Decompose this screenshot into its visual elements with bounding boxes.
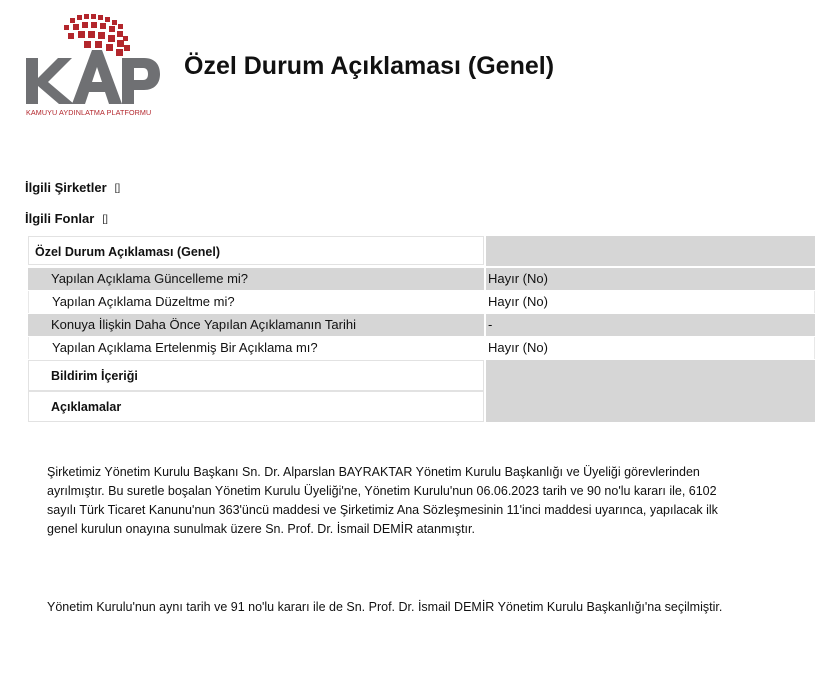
paragraph-line: sayılı Türk Ticaret Kanunu'nun 363'üncü maddesi ve Şirketimiz Ana Sözleşmesinin 11'inci maddesi uyarınca, yapılacak ilk bbox=[47, 503, 718, 517]
section-content bbox=[28, 360, 484, 391]
disclosure-table bbox=[28, 236, 815, 422]
announcement-paragraph-1 bbox=[47, 463, 785, 539]
table-row bbox=[28, 337, 815, 359]
section-fill bbox=[486, 360, 815, 422]
row-label: Yapılan Açıklama Güncelleme mi? bbox=[28, 268, 484, 290]
related-funds bbox=[25, 211, 108, 226]
row-label: Konuya İlişkin Daha Önce Yapılan Açıklamanın Tarihi bbox=[28, 314, 484, 336]
row-value: Hayır (No) bbox=[486, 291, 815, 313]
section-explanations bbox=[28, 391, 484, 422]
related-companies-label: İlgili Şirketler bbox=[25, 180, 107, 195]
page-title: Özel Durum Açıklaması (Genel) bbox=[184, 52, 555, 80]
table-header bbox=[28, 236, 484, 265]
paragraph-line: Şirketimiz Yönetim Kurulu Başkanı Sn. Dr. Alparslan BAYRAKTAR Yönetim Kurulu Başkanlığı ve Üyeliği görevlerinden bbox=[47, 465, 700, 479]
table-row bbox=[28, 314, 815, 336]
logo-subtitle: KAMUYU AYDINLATMA PLATFORMU bbox=[26, 108, 152, 117]
section-explanations-label: Açıklamalar bbox=[51, 400, 122, 414]
row-value: Hayır (No) bbox=[486, 337, 815, 359]
section-content-label: Bildirim İçeriği bbox=[51, 369, 138, 383]
announcement-paragraph-2: Yönetim Kurulu'nun aynı tarih ve 91 no'lu kararı ile de Sn. Prof. Dr. İsmail DEMİR Yönetim Kurulu Başkanlığı'na seçilmiştir. bbox=[47, 600, 723, 614]
row-label: Yapılan Açıklama Ertelenmiş Bir Açıklama mı? bbox=[28, 337, 484, 359]
related-companies bbox=[25, 180, 120, 195]
table-row bbox=[28, 291, 815, 313]
table-row bbox=[28, 268, 815, 290]
table-header-fill bbox=[486, 236, 815, 266]
row-value: - bbox=[486, 314, 815, 336]
related-companies-value: [] bbox=[114, 183, 121, 195]
table-header-label: Özel Durum Açıklaması (Genel) bbox=[35, 245, 221, 259]
row-label: Yapılan Açıklama Düzeltme mi? bbox=[28, 291, 484, 313]
kap-logo-graphic bbox=[22, 12, 162, 108]
related-funds-label: İlgili Fonlar bbox=[25, 211, 95, 226]
paragraph-line: genel kurulun onayına sunulmak üzere Sn. Prof. Dr. İsmail DEMİR atanmıştır. bbox=[47, 522, 475, 536]
kap-logo bbox=[22, 12, 162, 122]
related-funds-value: [] bbox=[102, 214, 108, 226]
paragraph-line: ayrılmıştır. Bu suretle boşalan Yönetim Kurulu Üyeliği'ne, Yönetim Kurulu'nun 06.06.2023 tarih ve 90 no'lu kararı ile, 6102 bbox=[47, 484, 717, 498]
row-value: Hayır (No) bbox=[486, 268, 815, 290]
